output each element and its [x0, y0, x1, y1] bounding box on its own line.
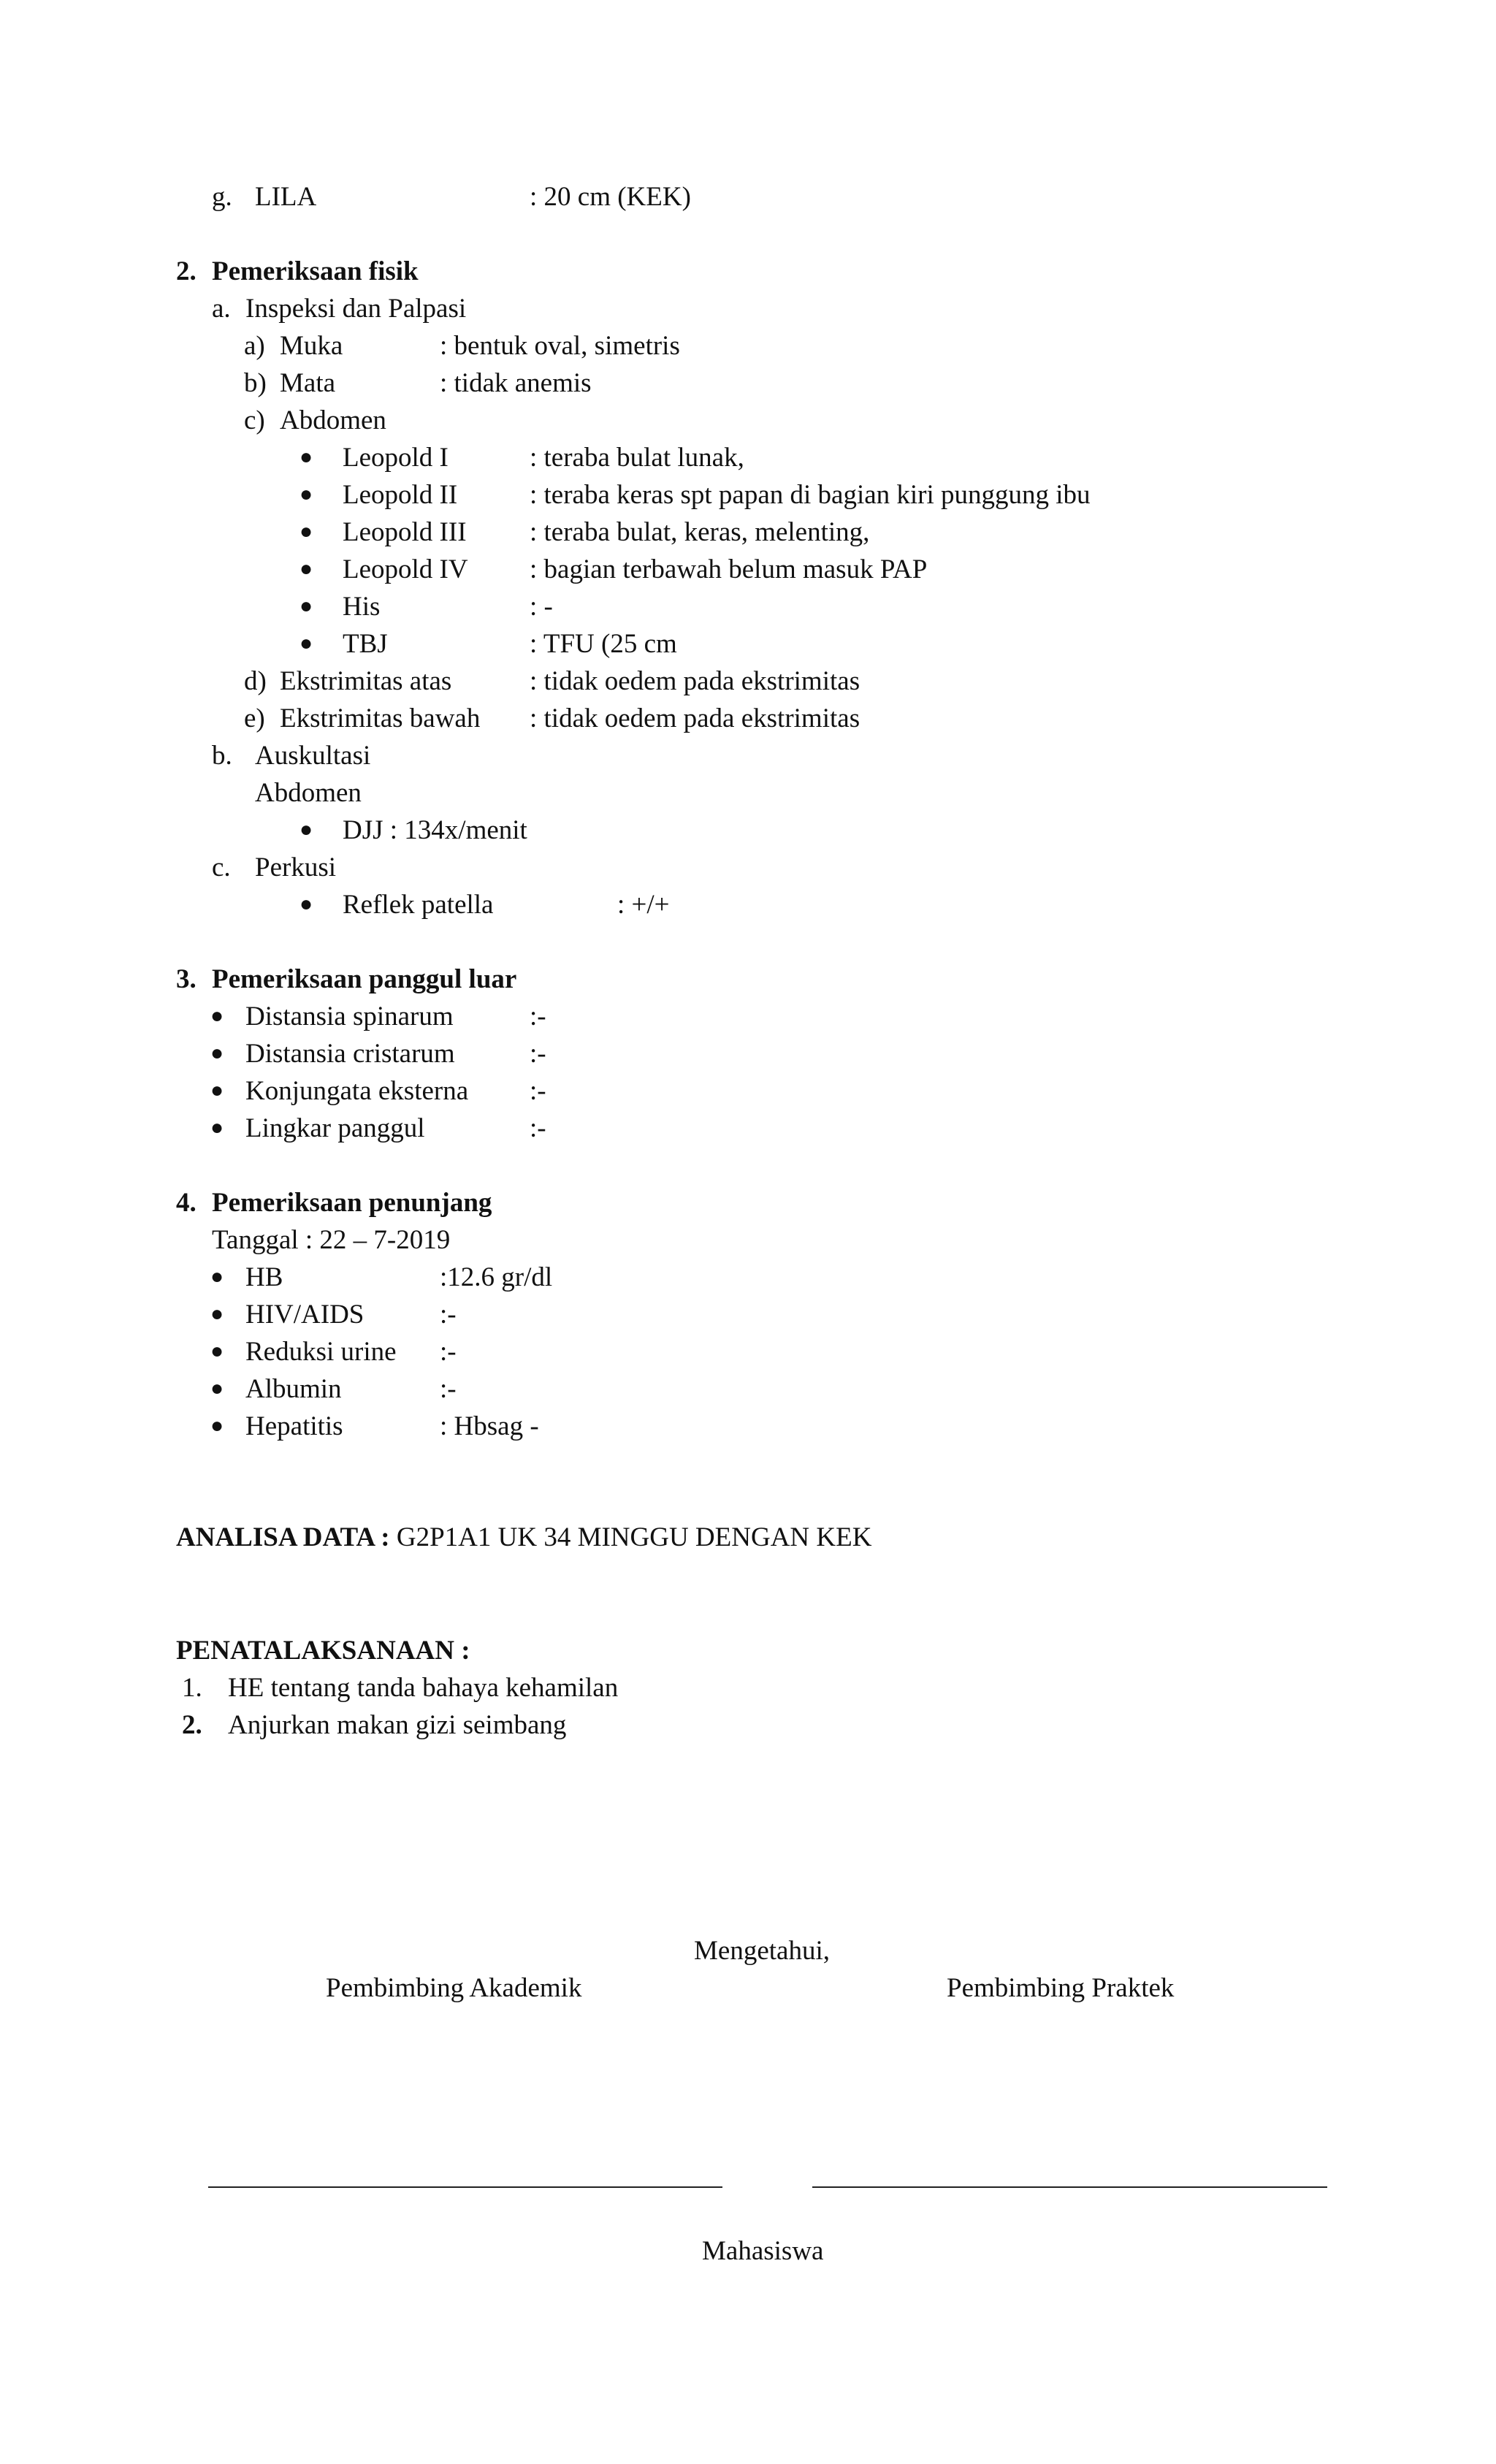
muka-marker: a)	[244, 331, 265, 361]
lila-label: LILA	[255, 182, 317, 212]
abdomen-label: Abdomen	[280, 405, 386, 435]
leopold4-value: : bagian terbawah belum masuk PAP	[530, 554, 928, 584]
bullet-icon: ●	[299, 519, 313, 543]
leopold2-value: : teraba keras spt papan di bagian kiri punggung ibu	[530, 480, 1091, 510]
distansia-cristarum-value: :-	[530, 1039, 546, 1069]
section4-number: 4.	[176, 1188, 196, 1218]
mahasiswa-text: Mahasiswa	[702, 2236, 824, 2266]
leopold1-label: Leopold I	[343, 443, 449, 473]
lila-marker: g.	[212, 182, 232, 212]
section3-title: Pemeriksaan panggul luar	[212, 964, 517, 994]
bullet-icon: ●	[299, 594, 313, 618]
ekstrimitas-atas-label: Ekstrimitas atas	[280, 666, 452, 696]
muka-value: : bentuk oval, simetris	[440, 331, 680, 361]
bullet-icon: ●	[210, 1041, 224, 1065]
albumin-value: :-	[440, 1374, 457, 1404]
konjungata-eksterna-label: Konjungata eksterna	[245, 1076, 469, 1106]
mata-marker: b)	[244, 368, 267, 398]
bullet-icon: ●	[299, 817, 313, 842]
signature-line-left	[208, 2186, 722, 2188]
pembimbing-praktek: Pembimbing Praktek	[947, 1973, 1175, 2003]
abdomen-marker: c)	[244, 405, 265, 435]
pembimbing-akademik: Pembimbing Akademik	[326, 1973, 582, 2003]
distansia-spinarum-label: Distansia spinarum	[245, 1002, 454, 1031]
hiv-label: HIV/AIDS	[245, 1300, 365, 1330]
mata-label: Mata	[280, 368, 336, 398]
hepatitis-value: : Hbsag -	[440, 1411, 539, 1441]
bullet-icon: ●	[299, 445, 313, 469]
muka-label: Muka	[280, 331, 343, 361]
bullet-icon: ●	[210, 1078, 224, 1102]
ekstrimitas-atas-marker: d)	[244, 666, 267, 696]
bullet-icon: ●	[210, 1376, 224, 1400]
bullet-icon: ●	[299, 631, 313, 655]
lingkar-panggul-value: :-	[530, 1113, 546, 1143]
section2a-title: Inspeksi dan Palpasi	[245, 294, 467, 324]
mengetahui-text: Mengetahui,	[694, 1936, 830, 1966]
his-label: His	[343, 592, 381, 622]
bullet-icon: ●	[210, 1004, 224, 1028]
penatalaksanaan-item-1-text: HE tentang tanda bahaya kehamilan	[228, 1673, 619, 1703]
section4-date: Tanggal : 22 – 7-2019	[212, 1225, 451, 1255]
signature-line-right	[812, 2186, 1327, 2188]
lingkar-panggul-label: Lingkar panggul	[245, 1113, 425, 1143]
bullet-icon: ●	[210, 1302, 224, 1326]
albumin-label: Albumin	[245, 1374, 342, 1404]
section2b-marker: b.	[212, 741, 232, 771]
analisa-value: G2P1A1 UK 34 MINGGU DENGAN KEK	[389, 1522, 872, 1552]
hepatitis-label: Hepatitis	[245, 1411, 343, 1441]
analisa-label: ANALISA DATA :	[176, 1522, 390, 1552]
penatalaksanaan-item-2-num: 2.	[182, 1710, 202, 1740]
leopold3-label: Leopold III	[343, 517, 467, 547]
bullet-icon: ●	[210, 1414, 224, 1438]
distansia-cristarum-label: Distansia cristarum	[245, 1039, 455, 1069]
konjungata-eksterna-value: :-	[530, 1076, 546, 1106]
leopold3-value: : teraba bulat, keras, melenting,	[530, 517, 870, 547]
section2-number: 2.	[176, 256, 196, 286]
bullet-icon: ●	[210, 1339, 224, 1363]
bullet-icon: ●	[210, 1115, 224, 1140]
bullet-icon: ●	[299, 892, 313, 916]
hb-value: :12.6 gr/dl	[440, 1262, 553, 1292]
reflek-value: : +/+	[617, 890, 670, 920]
section4-title: Pemeriksaan penunjang	[212, 1188, 492, 1218]
bullet-icon: ●	[299, 482, 313, 506]
ekstrimitas-bawah-value: : tidak oedem pada ekstrimitas	[530, 703, 860, 733]
reduksi-urine-label: Reduksi urine	[245, 1337, 397, 1367]
hb-label: HB	[245, 1262, 283, 1292]
leopold1-value: : teraba bulat lunak,	[530, 443, 744, 473]
djj-text: DJJ : 134x/menit	[343, 815, 527, 845]
distansia-spinarum-value: :-	[530, 1002, 546, 1031]
his-value: : -	[530, 592, 553, 622]
section2-title: Pemeriksaan fisik	[212, 256, 419, 286]
section2c-marker: c.	[212, 853, 231, 882]
reflek-label: Reflek patella	[343, 890, 494, 920]
section2c-title: Perkusi	[255, 853, 336, 882]
reduksi-urine-value: :-	[440, 1337, 457, 1367]
hiv-value: :-	[440, 1300, 457, 1330]
leopold2-label: Leopold II	[343, 480, 458, 510]
penatalaksanaan-item-1-num: 1.	[182, 1673, 202, 1703]
mata-value: : tidak anemis	[440, 368, 592, 398]
section2a-marker: a.	[212, 294, 231, 324]
tbj-label: TBJ	[343, 629, 388, 659]
lila-value: : 20 cm (KEK)	[530, 182, 691, 212]
auskultasi-abdomen: Abdomen	[255, 778, 362, 808]
section2b-title: Auskultasi	[255, 741, 371, 771]
ekstrimitas-bawah-marker: e)	[244, 703, 265, 733]
analisa-data	[176, 1524, 871, 1551]
tbj-value: : TFU (25 cm	[530, 629, 677, 659]
ekstrimitas-atas-value: : tidak oedem pada ekstrimitas	[530, 666, 860, 696]
leopold4-label: Leopold IV	[343, 554, 468, 584]
penatalaksanaan-item-2-text: Anjurkan makan gizi seimbang	[228, 1710, 567, 1740]
section3-number: 3.	[176, 964, 196, 994]
bullet-icon: ●	[210, 1265, 224, 1289]
ekstrimitas-bawah-label: Ekstrimitas bawah	[280, 703, 481, 733]
bullet-icon: ●	[299, 557, 313, 581]
penatalaksanaan-title: PENATALAKSANAAN :	[176, 1636, 470, 1666]
